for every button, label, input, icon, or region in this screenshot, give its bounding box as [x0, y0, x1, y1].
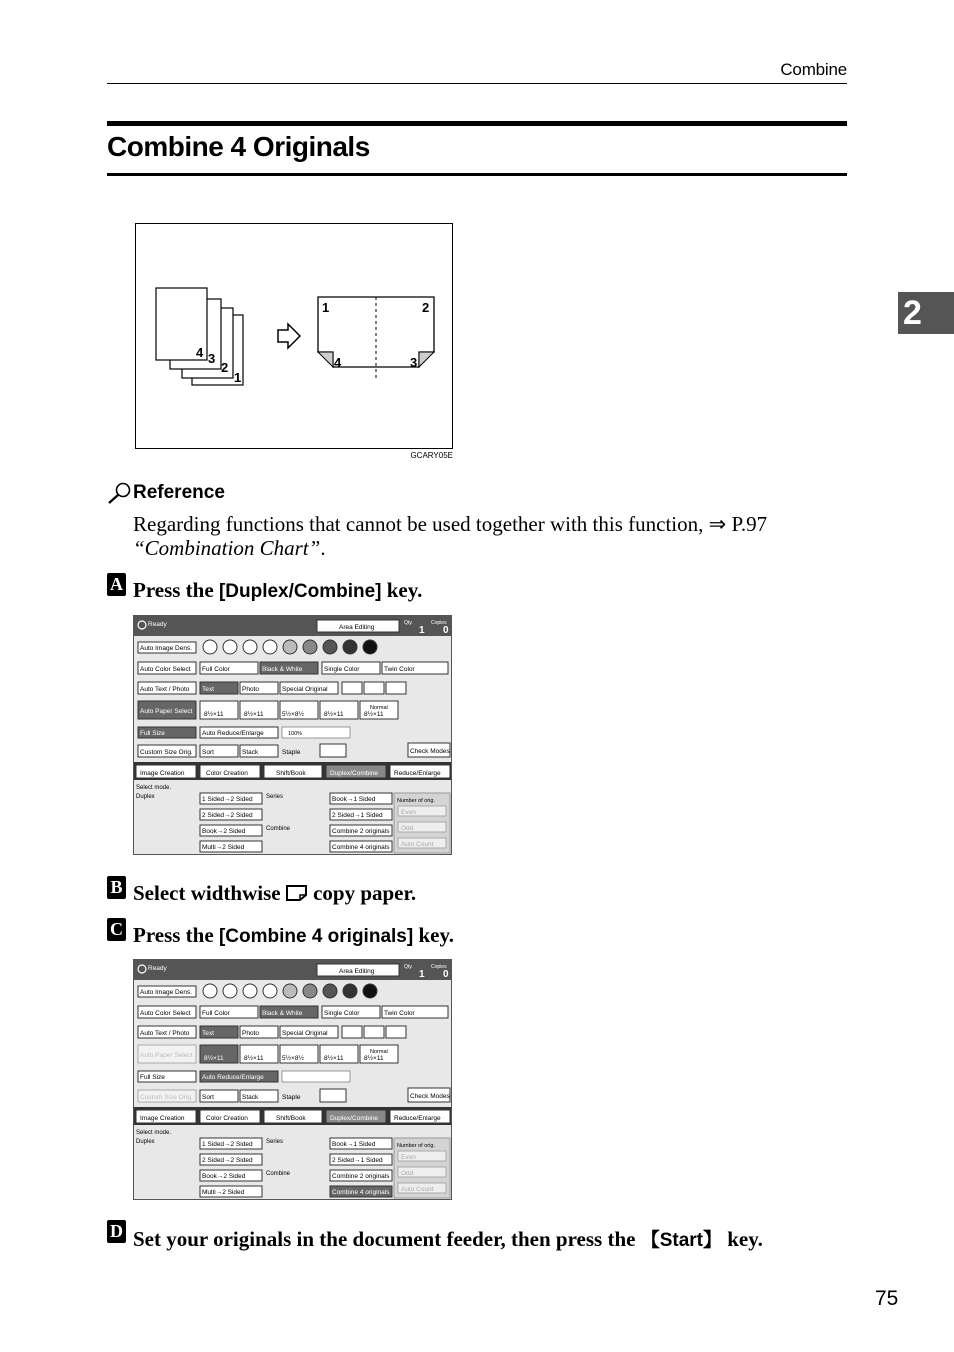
control-panel-screen-1 [133, 615, 452, 855]
option-label: Odd [401, 825, 414, 832]
staple-button[interactable] [320, 744, 346, 757]
auto-reduce-enlarge-label: Auto Reduce/Enlarge [202, 730, 264, 737]
density-level-1[interactable] [203, 984, 217, 998]
paper-size-label: 8½×11 [364, 711, 384, 718]
density-level-6[interactable] [303, 640, 317, 654]
fold-corner-right [419, 352, 434, 367]
option-label: 2 Sided→1 Sided [332, 1157, 383, 1164]
figure-code: GCARY05E [410, 451, 453, 460]
step-text: Set your originals in the document feeder, then press the [133, 1227, 641, 1251]
key-label: [Combine 4 originals] [218, 926, 414, 947]
number-of-originals-label: Number of orig. [397, 1143, 435, 1149]
black-white-label: Black & White [262, 666, 303, 673]
page-number: 75 [875, 1287, 899, 1310]
result-number: 1 [322, 300, 330, 315]
ratio-value: 100% [288, 731, 303, 737]
paper-size-label: 8½×11 [244, 711, 264, 718]
stack-number: 2 [221, 360, 229, 375]
result-number: 3 [410, 355, 418, 370]
step-marker: D [107, 1220, 126, 1243]
paper-size-label: 8½×11 [364, 1055, 384, 1062]
option-label: Odd [401, 1170, 414, 1177]
custom-size-original-label: Custom Size Orig. [140, 1094, 193, 1101]
original-icon-button[interactable] [342, 682, 362, 694]
step-2-text [133, 881, 416, 906]
chapter-tab: 2 [898, 292, 954, 334]
auto-color-select-label: Auto Color Select [140, 666, 191, 673]
reference-link[interactable]: “Combination Chart” [133, 536, 321, 560]
tab-label: Image Creation [140, 1115, 185, 1122]
density-level-7[interactable] [323, 640, 337, 654]
step-text: key. [381, 578, 423, 602]
sort-label: Sort [202, 749, 214, 756]
option-label: Even [401, 809, 416, 816]
tab-label: Shift/Book [276, 770, 306, 777]
auto-paper-select-label: Auto Paper Select [140, 1052, 193, 1059]
running-title: Combine [780, 60, 847, 79]
density-level-2[interactable] [223, 640, 237, 654]
select-mode-label: Select mode. [136, 1130, 172, 1136]
copies-label: Copies [431, 964, 447, 970]
original-icon-button[interactable] [364, 1026, 384, 1038]
duplex-label: Duplex [136, 794, 155, 800]
header-rule [107, 83, 847, 84]
step-text: Press the [133, 578, 219, 602]
option-label: Book→1 Sided [332, 1141, 376, 1148]
full-size-label: Full Size [140, 730, 165, 737]
step-text: Select widthwise [133, 881, 286, 905]
combine-label: Combine [266, 1171, 291, 1177]
full-color-label: Full Color [202, 1010, 230, 1017]
paper-size-label: 8½×11 [324, 711, 344, 718]
staple-label: Staple [282, 749, 301, 756]
density-level-1[interactable] [203, 640, 217, 654]
option-label: Book→2 Sided [202, 1173, 246, 1180]
density-level-9[interactable] [363, 640, 377, 654]
text-mode-label: Text [202, 1030, 214, 1037]
option-label: 2 Sided→1 Sided [332, 812, 383, 819]
key-label: 【Start】 [640, 1230, 722, 1251]
series-label: Series [266, 794, 284, 800]
step-4-text [133, 1225, 763, 1252]
step-1-text [133, 578, 422, 603]
reference-text [133, 512, 853, 560]
option-label: 2 Sided→2 Sided [202, 812, 253, 819]
photo-mode-label: Photo [242, 1030, 259, 1037]
option-label: Book→2 Sided [202, 828, 246, 835]
magnifier-icon [107, 481, 133, 505]
custom-size-original-label: Custom Size Orig. [140, 749, 193, 756]
stack-number: 3 [208, 351, 216, 366]
density-level-3[interactable] [243, 984, 257, 998]
combine-illustration [135, 223, 453, 449]
density-level-7[interactable] [323, 984, 337, 998]
original-icon-button[interactable] [364, 682, 384, 694]
stack-number: 4 [196, 345, 204, 360]
tab-label: Shift/Book [276, 1115, 306, 1122]
auto-image-density-label: Auto Image Dens. [140, 645, 193, 652]
title-rule-top [107, 121, 847, 126]
qty-value: 1 [419, 625, 425, 636]
combine-diagram [136, 224, 452, 448]
status-text: Ready [148, 621, 167, 628]
tab-label: Color Creation [206, 770, 248, 777]
option-label: Combine 4 originals [332, 1189, 390, 1196]
density-level-9[interactable] [363, 984, 377, 998]
density-level-4[interactable] [263, 984, 277, 998]
qty-label: Qty. [404, 620, 413, 626]
tab-label: Color Creation [206, 1115, 248, 1122]
copies-value: 0 [443, 625, 449, 636]
reference-text-main: Regarding functions that cannot be used together with this function, ⇒ P.97 [133, 512, 768, 536]
photo-mode-label: Photo [242, 686, 259, 693]
combine-label: Combine [266, 826, 291, 832]
auto-image-density-label: Auto Image Dens. [140, 989, 193, 996]
staple-button[interactable] [320, 1089, 346, 1102]
copies-value: 0 [443, 969, 449, 980]
area-editing-label: Area Editing [339, 968, 375, 975]
black-white-label: Black & White [262, 1010, 303, 1017]
paper-normal-label: Normal [370, 705, 388, 711]
paper-normal-label: Normal [370, 1049, 388, 1055]
option-label: Auto Count [401, 1186, 434, 1193]
fold-corner-left [318, 352, 333, 367]
result-number: 2 [422, 300, 430, 315]
density-level-3[interactable] [243, 640, 257, 654]
reference-text-end: . [320, 536, 326, 560]
option-label: Auto Count [401, 841, 434, 848]
check-modes-label: Check Modes [410, 748, 450, 755]
qty-label: Qty. [404, 964, 413, 970]
step-text: key. [722, 1227, 763, 1251]
auto-text-photo-label: Auto Text / Photo [140, 1030, 190, 1037]
option-label: 1 Sided→2 Sided [202, 796, 253, 803]
ratio-display [282, 1071, 350, 1082]
tab-label: Image Creation [140, 770, 185, 777]
step-marker: B [107, 876, 126, 899]
step-text: Press the [133, 923, 219, 947]
stack-number: 1 [234, 370, 242, 385]
qty-value: 1 [419, 969, 425, 980]
number-of-originals-label: Number of orig. [397, 798, 435, 804]
option-label: Even [401, 1154, 416, 1161]
density-level-4[interactable] [263, 640, 277, 654]
step-3-text [133, 923, 454, 948]
paper-size-label: 5½×8½ [282, 711, 304, 718]
density-level-5[interactable] [283, 984, 297, 998]
title-rule-bottom [107, 173, 847, 176]
option-label: Combine 4 originals [332, 844, 390, 851]
option-label: 1 Sided→2 Sided [202, 1141, 253, 1148]
density-level-5[interactable] [283, 640, 297, 654]
full-size-label: Full Size [140, 1074, 165, 1081]
step-marker: C [107, 918, 126, 941]
single-color-label: Single Color [324, 1010, 360, 1017]
duplex-label: Duplex [136, 1139, 155, 1145]
stack-label: Stack [242, 749, 259, 756]
special-original-label: Special Original [282, 686, 328, 693]
area-editing-label: Area Editing [339, 624, 375, 631]
status-text: Ready [148, 965, 167, 972]
paper-size-label: 8½×11 [204, 711, 224, 718]
twin-color-label: Twin Color [384, 1010, 415, 1017]
stack-label: Stack [242, 1094, 259, 1101]
paper-size-label: 8½×11 [204, 1055, 224, 1062]
auto-text-photo-label: Auto Text / Photo [140, 686, 190, 693]
option-label: Combine 2 originals [332, 828, 390, 835]
paper-size-label: 5½×8½ [282, 1055, 304, 1062]
paper-size-label: 8½×11 [324, 1055, 344, 1062]
auto-color-select-label: Auto Color Select [140, 1010, 191, 1017]
original-icon-button[interactable] [342, 1026, 362, 1038]
copies-label: Copies [431, 620, 447, 626]
density-level-8[interactable] [343, 984, 357, 998]
option-label: Multi→2 Sided [202, 844, 245, 851]
result-number: 4 [334, 355, 342, 370]
check-modes-label: Check Modes [410, 1093, 450, 1100]
staple-label: Staple [282, 1094, 301, 1101]
section-title: Combine 4 Originals [107, 131, 370, 162]
auto-paper-select-label: Auto Paper Select [140, 708, 193, 715]
tab-label: Reduce/Enlarge [394, 770, 441, 777]
step-text: copy paper. [307, 881, 417, 905]
original-icon-button[interactable] [386, 682, 406, 694]
key-label: [Duplex/Combine] [218, 581, 382, 602]
step-text: key. [413, 923, 455, 947]
full-color-label: Full Color [202, 666, 230, 673]
tab-label: Reduce/Enlarge [394, 1115, 441, 1122]
option-label: Multi→2 Sided [202, 1189, 245, 1196]
twin-color-label: Twin Color [384, 666, 415, 673]
step-marker: A [107, 573, 126, 596]
single-color-label: Single Color [324, 666, 360, 673]
auto-reduce-enlarge-label: Auto Reduce/Enlarge [202, 1074, 264, 1081]
option-label: Book→1 Sided [332, 796, 376, 803]
sort-label: Sort [202, 1094, 214, 1101]
select-mode-label: Select mode. [136, 785, 172, 791]
special-original-label: Special Original [282, 1030, 328, 1037]
density-level-2[interactable] [223, 984, 237, 998]
series-label: Series [266, 1139, 284, 1145]
option-label: 2 Sided→2 Sided [202, 1157, 253, 1164]
control-panel-screen-2 [133, 959, 452, 1200]
text-mode-label: Text [202, 686, 214, 693]
density-level-6[interactable] [303, 984, 317, 998]
paper-size-label: 8½×11 [244, 1055, 264, 1062]
option-label: Combine 2 originals [332, 1173, 390, 1180]
tab-label: Duplex/Combine [330, 770, 379, 777]
original-icon-button[interactable] [386, 1026, 406, 1038]
tab-label: Duplex/Combine [330, 1115, 379, 1122]
arrow-right-icon [278, 324, 300, 348]
reference-heading: Reference [133, 482, 225, 503]
density-level-8[interactable] [343, 640, 357, 654]
widthwise-paper-icon [286, 884, 308, 902]
